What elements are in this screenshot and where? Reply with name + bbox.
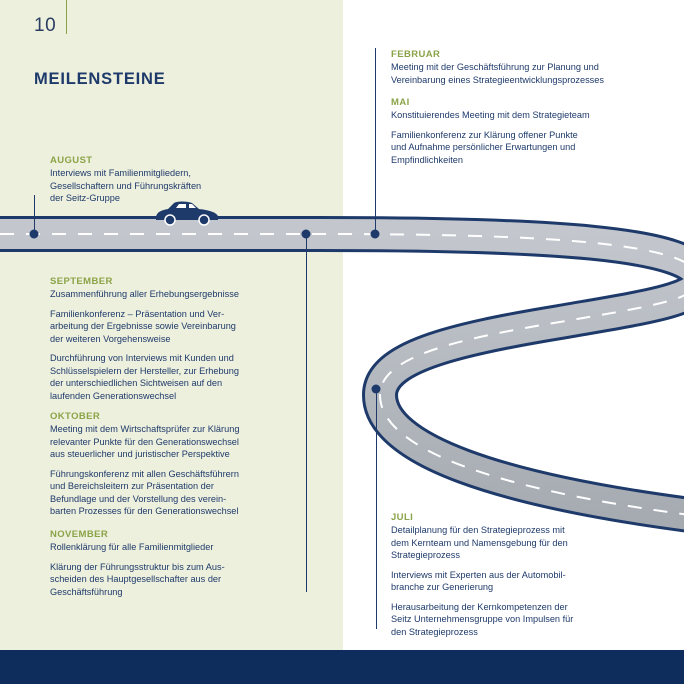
month-label: FEBRUAR bbox=[391, 49, 441, 60]
milestone-item: Detailplanung für den Strategieprozess mit dem Kernteam und Namensgebung für den Strategieprozess bbox=[391, 525, 568, 560]
month-label: AUGUST bbox=[50, 155, 93, 166]
milestone-item: Meeting mit dem Wirtschaftsprüfer zur Klärung relevanter Punkte für den Generationswechsel aus steuerlicher und juristischer Perspektive bbox=[50, 424, 240, 459]
page-number: 10 bbox=[34, 15, 57, 36]
connector-september bbox=[306, 234, 307, 592]
footer-bar bbox=[0, 650, 684, 684]
month-label: JULI bbox=[391, 512, 414, 523]
connector-juli bbox=[376, 389, 377, 629]
milestone-item: Zusammenführung aller Erhebungsergebnisse bbox=[50, 289, 239, 299]
milestone-august bbox=[50, 155, 290, 205]
month-label: OKTOBER bbox=[50, 411, 101, 422]
milestone-item: Führungskonferenz mit allen Geschäftsführern und Bereichsleitern zur Präsentation der Befundlage und der Vorstellung des verein- barten Prozesses für den Generationswechsel bbox=[50, 468, 239, 516]
milestone-item: Interviews mit Experten aus der Automobil- branche zur Generierung bbox=[391, 569, 566, 592]
milestone-item: Konstituierendes Meeting mit dem Strategieteam bbox=[391, 110, 590, 120]
milestone-item: Familienkonferenz zur Klärung offener Punkte und Aufnahme persönlicher Erwartungen und Empfindlichkeiten bbox=[391, 129, 578, 165]
month-label: NOVEMBER bbox=[50, 529, 109, 540]
milestone-februar bbox=[391, 49, 671, 86]
month-label: MAI bbox=[391, 97, 410, 108]
connector-februar bbox=[375, 48, 376, 234]
page-title: MEILENSTEINE bbox=[34, 70, 166, 88]
milestone-mai bbox=[391, 97, 671, 166]
milestone-item: Meeting mit der Geschäftsführung zur Planung und Vereinbarung eines Strategieentwicklungsprozesses bbox=[391, 62, 604, 85]
milestone-item: Herausarbeitung der Kernkompetenzen der Seitz Unternehmensgruppe von Impulsen für den Strategieprozess bbox=[391, 601, 574, 637]
milestone-november bbox=[50, 529, 290, 598]
milestone-juli bbox=[391, 512, 671, 638]
milestone-item: Interviews mit Familienmitgliedern, Gesellschaftern und Führungskräften der Seitz-Gruppe bbox=[50, 168, 202, 203]
milestone-item: Klärung der Führungsstruktur bis zum Aus- scheiden des Hauptgesellschafter aus der Geschäftsführung bbox=[50, 561, 225, 597]
milestone-oktober bbox=[50, 411, 290, 518]
month-label: SEPTEMBER bbox=[50, 276, 113, 287]
milestone-item: Durchführung von Interviews mit Kunden und Schlüsselspielern der Hersteller, zur Erhebung der unterschiedlichen Sichtweisen auf den laufenden Generationswechsel bbox=[50, 353, 239, 401]
milestone-item: Familienkonferenz – Präsentation und Ver- arbeitung der Ergebnisse sowie Vereinbarung der weiteren Vorgehensweise bbox=[50, 308, 236, 344]
milestone-item: Rollenklärung für alle Familienmitglieder bbox=[50, 542, 214, 552]
milestone-september bbox=[50, 276, 290, 402]
connector-august bbox=[34, 195, 35, 234]
